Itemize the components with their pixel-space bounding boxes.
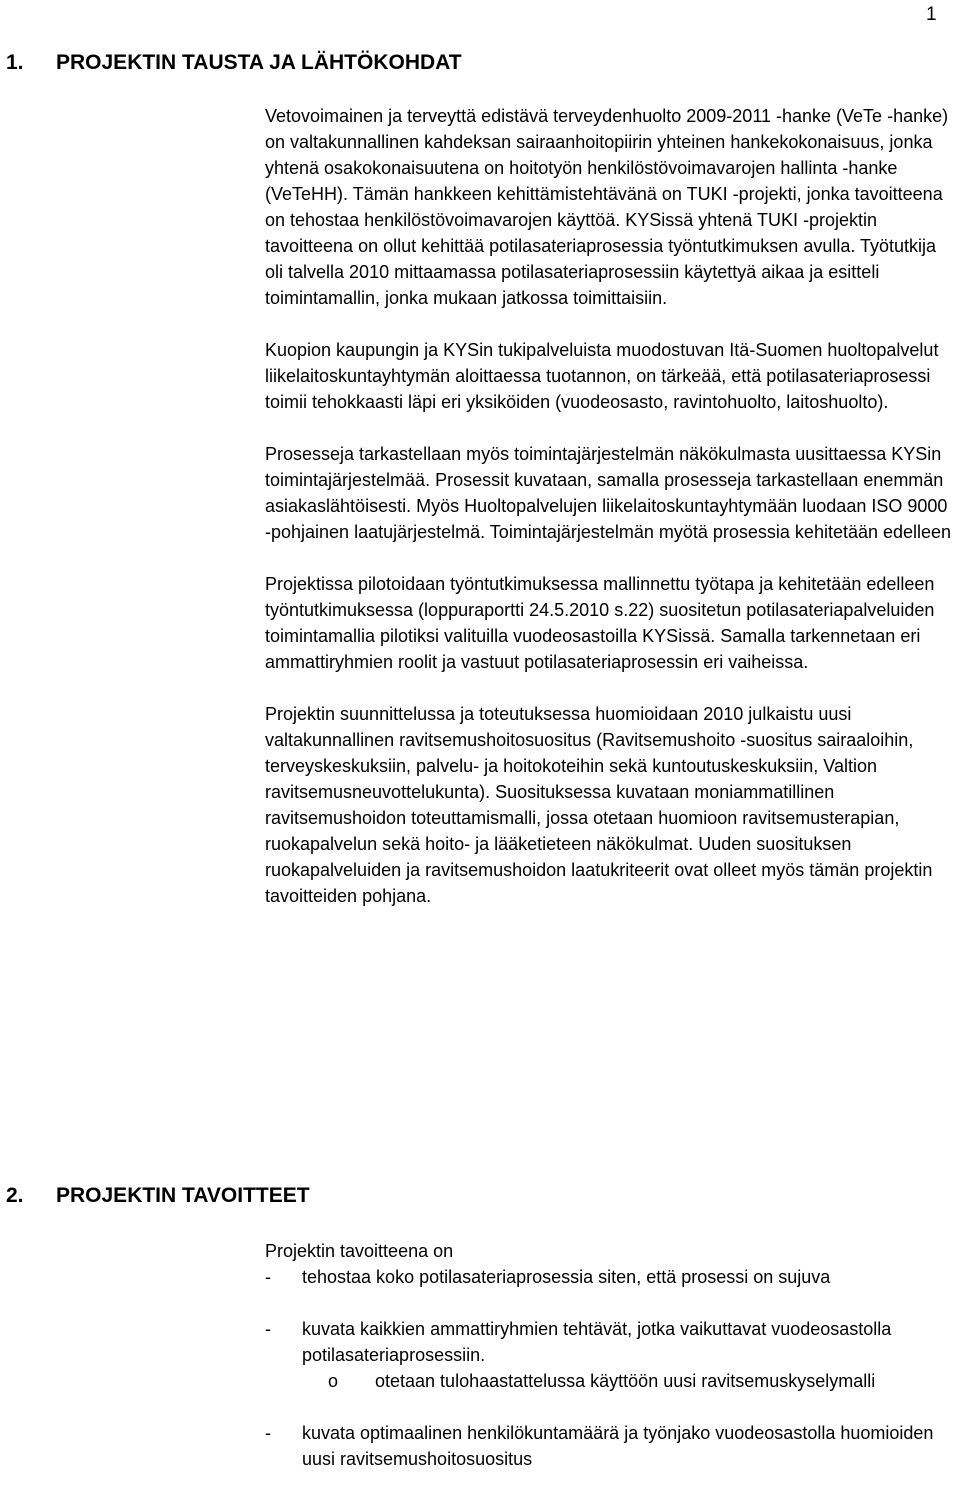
goal-text: kuvata optimaalinen henkilökuntamäärä ja työnjako vuodeosastolla huomioiden uusi ravitsemushoitosuositus: [302, 1423, 934, 1469]
section-1-title: PROJEKTIN TAUSTA JA LÄHTÖKOHDAT: [56, 51, 462, 74]
section-2-body: [265, 1238, 957, 1472]
section-2-heading: [6, 1183, 310, 1209]
paragraph-pilotointi: Projektissa pilotoidaan työntutkimuksessa mallinnettu työtapa ja kehitetään edelleen työntutkimuksessa (loppuraportti 24.5.2010 s.22) suositetun potilasateriapalveluiden toimintamallia pilotiksi valituilla vuodeosastoilla KYSissä. Samalla tarkennetaan eri ammattiryhmien roolit ja vastuut potilasateriaprosessin eri vaiheissa.: [265, 574, 935, 672]
goal-sub-text: otetaan tulohaastattelussa käyttöön uusi ravitsemuskyselymalli: [375, 1371, 876, 1391]
goal-text: kuvata kaikkien ammattiryhmien tehtävät, jotka vaikuttavat vuodeosastolla potilasateriaprosessiin.: [302, 1319, 892, 1365]
section-2-number: 2.: [6, 1184, 24, 1207]
paragraph-vete-hanke: Vetovoimainen ja terveyttä edistävä terveydenhuolto 2009-2011 -hanke (VeTe -hanke) on valtakunnallinen kahdeksan sairaanhoitopiirin yhteinen hankekokonaisuus, jonka yhtenä osakokonaisuutena on hoitotyön henkilöstövoimavarojen hallinta -hanke (VeTeHH). Tämän hankkeen kehittämistehtävänä on TUKI -projekti, jonka tavoitteena on tehostaa henkilöstövoimavarojen käyttöä. KYSissä yhtenä TUKI -projektin tavoitteena on ollut kehittää potilasateriaprosessia työntutkimuksen avulla. Työtutkija oli talvella 2010 mittaamassa potilasateriaprosessiin käytettyä aikaa ja esitteli toimintamallin, jonka mukaan jatkossa toimittaisiin.: [265, 106, 949, 308]
dash-marker: -: [265, 1423, 271, 1443]
goals-intro: Projektin tavoitteena on: [265, 1241, 454, 1261]
goal-list-item: [265, 1264, 957, 1290]
dash-marker: -: [265, 1267, 271, 1287]
goal-sub-item: [265, 1368, 957, 1394]
paragraph-huoltopalvelut: Kuopion kaupungin ja KYSin tukipalveluista muodostuvan Itä-Suomen huoltopalvelut liikelaitoskuntayhtymän aloittaessa tuotannon, on tärkeää, että potilasateriaprosessi toimii tehokkaasti läpi eri yksiköiden (vuodeosasto, ravintohuolto, laitoshuolto).: [265, 340, 939, 412]
section-2-title: PROJEKTIN TAVOITTEET: [56, 1184, 310, 1207]
section-1-heading: [6, 50, 462, 76]
goal-list-item: [265, 1316, 957, 1368]
page-number: 1: [926, 4, 937, 25]
paragraph-toimintajarjestelma: Prosesseja tarkastellaan myös toimintajärjestelmän näkökulmasta uusittaessa KYSin toimintajärjestelmää. Prosessit kuvataan, samalla prosesseja tarkastellaan enemmän asiakaslähtöisesti. Myös Huoltopalvelujen liikelaitoskuntayhtymään luodaan ISO 9000 -pohjainen laatujärjestelmä. Toimintajärjestelmän myötä prosessia kehitetään edelleen: [265, 444, 952, 542]
circle-bullet-marker: o: [328, 1371, 339, 1391]
goal-list-item: [265, 1420, 957, 1472]
goal-text: tehostaa koko potilasateriaprosessia siten, että prosessi on sujuva: [302, 1267, 831, 1287]
dash-marker: -: [265, 1319, 271, 1339]
section-1-body: [265, 103, 957, 909]
paragraph-ravitsemushoitosuositus: Projektin suunnittelussa ja toteutuksessa huomioidaan 2010 julkaistu uusi valtakunnallinen ravitsemushoitosuositus (Ravitsemushoito -suositus sairaaloihin, terveyskeskuksiin, palvelu- ja hoitokoteihin sekä kuntoutuskeskuksiin, Valtion ravitsemusneuvottelukunta). Suosituksessa kuvataan moniammatillinen ravitsemushoidon toteuttamismalli, jossa otetaan huomioon ravitsemusterapian, ruokapalvelun sekä hoito- ja lääketieteen näkökulmat. Uuden suosituksen ruokapalveluiden ja ravitsemushoidon laatukriteerit ovat olleet myös tämän projektin tavoitteiden pohjana.: [265, 704, 933, 906]
section-1-number: 1.: [6, 51, 24, 74]
